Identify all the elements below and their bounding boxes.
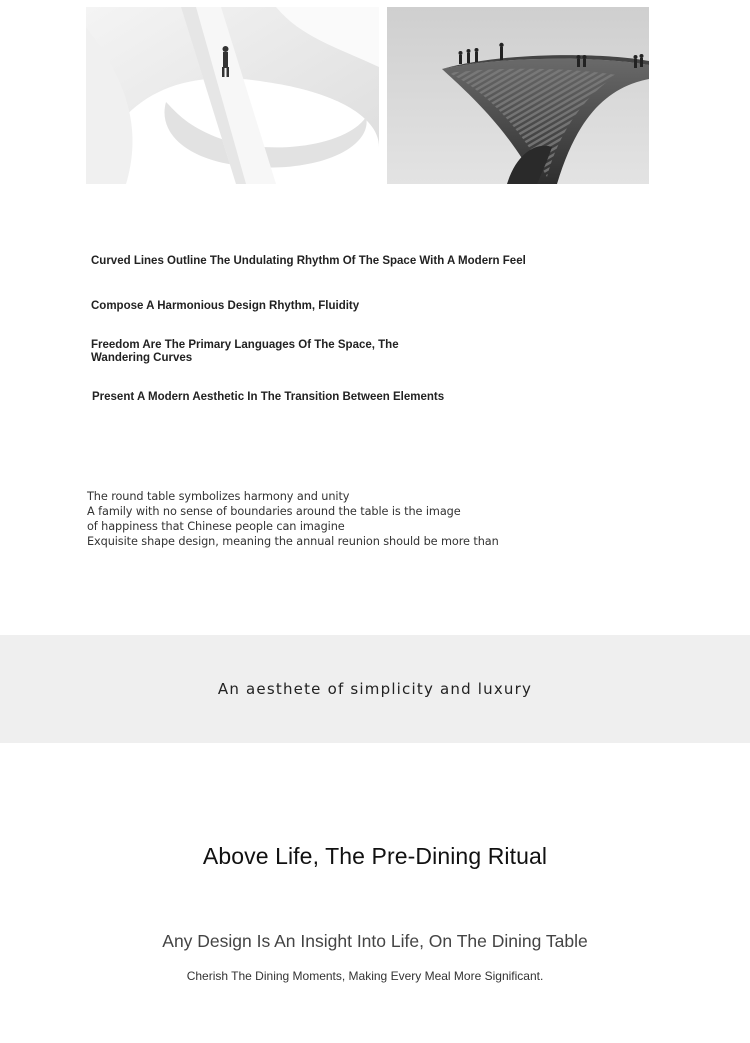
description-paragraph	[87, 489, 547, 549]
paragraph-line: of happiness that Chinese people can imagine	[87, 520, 345, 533]
feature-line-3	[91, 339, 421, 365]
tagline-banner	[0, 635, 750, 743]
sculpture-curve-image	[86, 7, 379, 184]
paragraph-line: A family with no sense of boundaries around the table is the image	[87, 505, 461, 518]
feature-line-2: Compose A Harmonious Design Rhythm, Fluidity	[91, 300, 360, 312]
banner-text: An aesthete of simplicity and luxury	[217, 680, 533, 698]
observation-deck-image	[387, 7, 649, 184]
feature-line-1: Curved Lines Outline The Undulating Rhythm Of The Space With A Modern Feel	[91, 255, 526, 267]
feature-line-3a: Freedom Are The Primary Languages Of The Space, The	[91, 339, 399, 351]
paragraph-line: Exquisite shape design, meaning the annual reunion should be more than	[87, 535, 499, 548]
paragraph-line: The round table symbolizes harmony and unity	[87, 490, 350, 503]
feature-line-3b: Wandering Curves	[91, 352, 193, 364]
feature-line-4: Present A Modern Aesthetic In The Transition Between Elements	[92, 391, 445, 403]
section-caption: Cherish The Dining Moments, Making Every Meal More Significant.	[186, 969, 544, 983]
section-subtitle: Any Design Is An Insight Into Life, On The Dining Table	[162, 931, 588, 951]
section-title: Above Life, The Pre-Dining Ritual	[202, 843, 548, 869]
